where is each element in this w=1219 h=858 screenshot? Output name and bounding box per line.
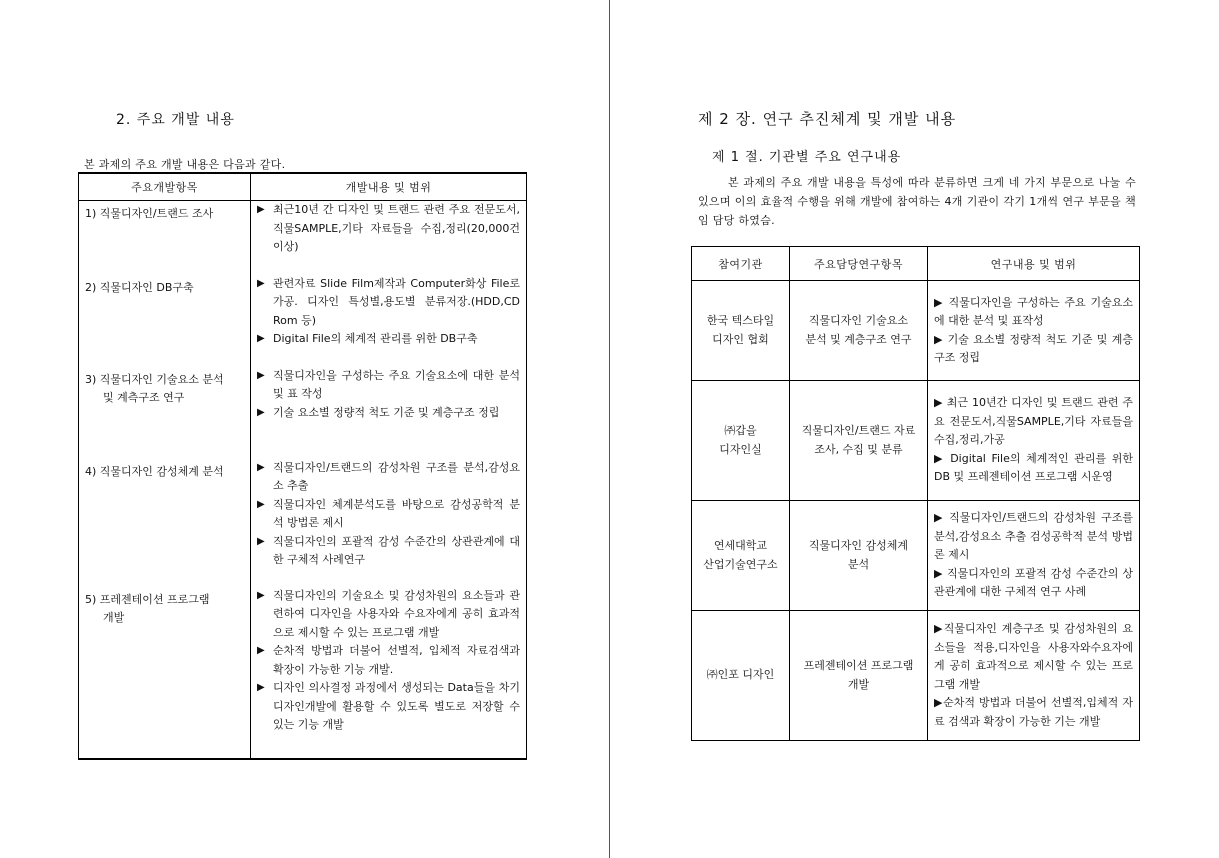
scope-cell [251,275,527,367]
intro-text: 본 과제의 주요 개발 내용을 특성에 따라 분류하면 크게 네 가지 부문으로 나눌 수 있으며 이의 효율적 수행을 위해 개발에 참여하는 4개 기관이 각기 1개씩 연구 부문을 책임 담당 하였슴. [698,176,1136,227]
arrow-icon: ▶ [257,589,265,601]
intro-text: 본 과제의 주요 개발 내용은 다음과 같다. [84,158,286,171]
section-title: 제 1 절. 기관별 주요 연구내용 [712,150,902,165]
org-cell: ㈜인포 디자인 [692,611,790,741]
bullet: ▶ Digital File의 체계적 관리를 위한 DB구축 [257,330,520,349]
bullet: ▶ 직물디자인 체계분석도를 바탕으로 감성공학적 분석 방법론 제시 [257,496,520,533]
arrow-icon: ▶ [257,333,265,344]
scope-cell [251,587,527,759]
item-cell [79,275,251,367]
org-cell: 한국 텍스타일 디자인 협회 [692,281,790,381]
header-org: 참여기관 [692,247,790,281]
bullet: ▶ 직물디자인의 기술요소 및 감성차원의 요소들과 관련하여 디자인을 사용자와 수요자에게 공히 효과적으로 제시할 수 있는 프로그램 개발 [257,587,520,643]
scope-cell [251,201,527,275]
header-scope: 연구내용 및 범위 [928,247,1140,281]
item-label: 4) 직물디자인 감성체계 분석 [85,464,224,478]
table-row [692,381,1140,501]
bullet: ▶ 직물디자인/트랜드의 감성차원 구조를 분석,감성요소 추출 [257,459,520,496]
item-label: 2) 직물디자인 DB구축 [85,280,194,294]
item-label: 5) 프레젠테이션 프로그램 [85,592,210,606]
arrow-icon: ▶ [257,369,265,381]
right-page [610,0,1219,858]
development-table [78,172,527,760]
arrow-icon: ▶ [257,498,265,510]
task-cell: 프레젠테이션 프로그램 개발 [790,611,928,741]
table-row [692,611,1140,741]
table-header-row [79,173,527,201]
scope-cell: ▶ 직물디자인/트랜드의 감성차원 구조를 분석,감성요소 추출 검성공학적 분석 방법론 제시 ▶ 직물디자인의 포괄적 감성 수준간의 상관관계에 대한 구체적 연구 사례 [928,501,1140,611]
scope-cell: ▶ 최근 10년간 디자인 및 트랜드 관련 주요 전문도서,직물SAMPLE,기타 자료들을 수집,정리,가공 ▶ Digital File의 체계적인 관리를 위한 DB 및 프레젠테이션 프로그램 시운영 [928,381,1140,501]
item-cell [79,459,251,587]
header-scope: 개발내용 및 범위 [251,173,527,201]
table-row [79,367,527,459]
table-row [79,201,527,275]
org-cell: ㈜갑을 디자인실 [692,381,790,501]
item-cell [79,201,251,275]
table-row [79,587,527,759]
header-task: 주요담당연구항목 [790,247,928,281]
bullet: ▶ 순차적 방법과 더불어 선별적, 입체적 자료검색과 확장이 가능한 기능 개발. [257,642,520,679]
item-cell [79,367,251,459]
bullet: ▶ 직물디자인의 포괄적 감성 수준간의 상관관계에 대한 구체적 사례연구 [257,533,520,570]
item-cell [79,587,251,759]
scope-cell [251,459,527,587]
scope-cell: ▶직물디자인 계층구조 및 감성차원의 요소들을 적용,디자인을 사용자와수요자에게 공히 효과적으로 제시할 수 있는 프로그램 개발 ▶순차적 방법과 더불어 선별적,입체적 자료 검색과 확장이 가능한 기는 개발 [928,611,1140,741]
table-row [692,501,1140,611]
arrow-icon: ▶ [257,535,265,547]
item-label-cont: 개발 [103,610,125,624]
arrow-icon: ▶ [257,645,265,656]
bullet: ▶ 관련자료 Slide Film제작과 Computer화상 File로 가공. 디자인 특성별,용도별 분류저장.(HDD,CD Rom 등) [257,275,520,331]
org-cell: 연세대학교 산업기술연구소 [692,501,790,611]
arrow-icon: ▶ [257,277,265,289]
scope-cell [251,367,527,459]
bullet: ▶ 직물디자인을 구성하는 주요 기술요소에 대한 분석 및 표 작성 [257,367,520,404]
arrow-icon: ▶ [257,204,265,215]
arrow-icon: ▶ [257,682,265,693]
task-cell: 직물디자인 감성체계 분석 [790,501,928,611]
arrow-icon: ▶ [257,406,265,418]
table-row [692,281,1140,381]
research-table [691,246,1140,741]
task-cell: 직물디자인 기술요소 분석 및 계층구조 연구 [790,281,928,381]
task-cell: 직물디자인/트랜드 자료 조사, 수집 및 분류 [790,381,928,501]
arrow-icon: ▶ [257,461,265,473]
item-label: 3) 직물디자인 기술요소 분석 [85,372,224,386]
section-title: 2. 주요 개발 내용 [116,112,235,128]
table-row [79,275,527,367]
scope-cell: ▶ 직물디자인을 구성하는 주요 기술요소에 대한 분석 및 표작성 ▶ 기술 요소별 정량적 척도 기준 및 계층구조 정립 [928,281,1140,381]
bullet: ▶ 최근10년 간 디자인 및 트랜드 관련 주요 전문도서,직물SAMPLE,기타 자료들을 수집,정리(20,000건 이상) [257,201,520,257]
left-page [0,0,609,858]
chapter-title: 제 2 장. 연구 추진체계 및 개발 내용 [698,110,957,128]
bullet: ▶ 디자인 의사결정 과정에서 생성되는 Data들을 차기 디자인개발에 활용할 수 있도록 별도로 저장할 수 있는 기능 개발 [257,679,520,735]
table-header-row [692,247,1140,281]
item-label-cont: 및 계측구조 연구 [103,390,185,404]
bullet: ▶ 기술 요소별 정량적 척도 기준 및 계층구조 정립 [257,404,520,423]
table-row [79,459,527,587]
item-label: 1) 직물디자인/트랜드 조사 [85,207,214,220]
header-item: 주요개발항목 [79,173,251,201]
